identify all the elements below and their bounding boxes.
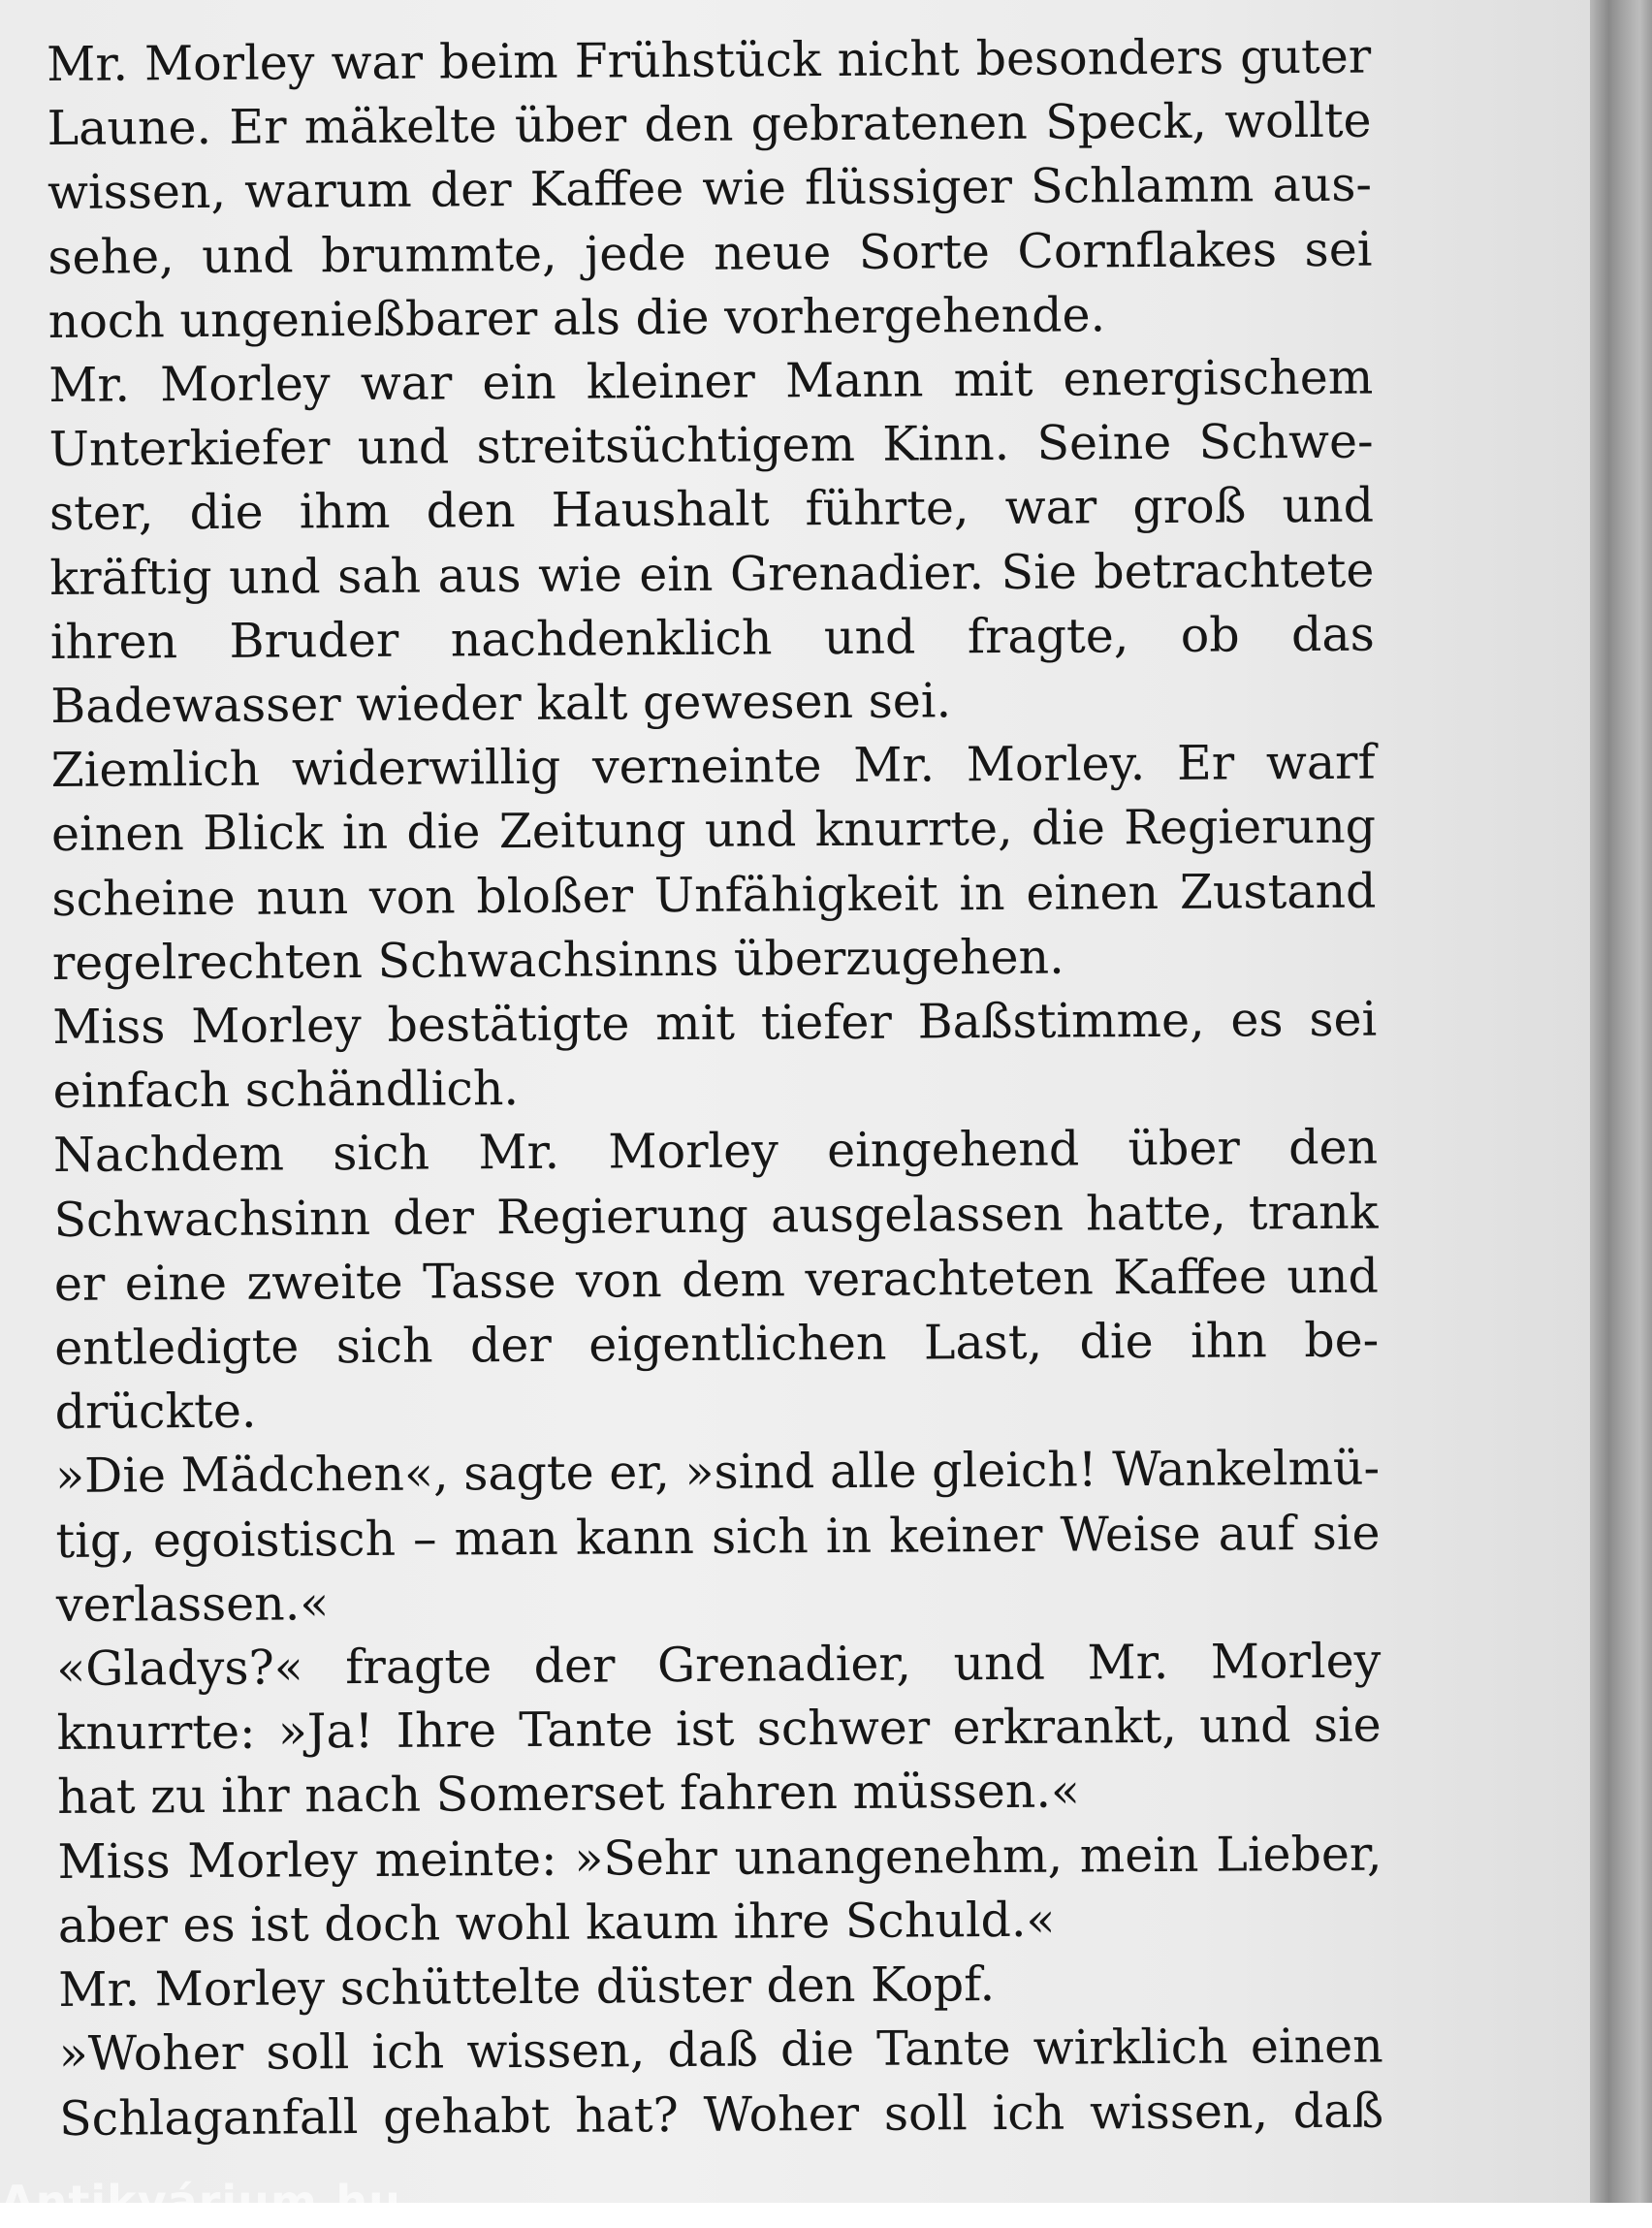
paragraph-4: Miss Morley bestätigte mit tiefer Baßstimme, es sei einfach schändlich. [52, 991, 1378, 1120]
paragraph-6: »Die Mädchen«, sagte er, »sind alle gleich! Wankelmütig, egoistisch – man kann sich in keiner Weise auf sie verlassen.« [54, 1441, 1381, 1633]
paragraph-9: Mr. Morley schüttelte düster den Kopf. [58, 1957, 996, 2019]
page-edge-shadow [1590, 0, 1652, 2203]
paragraph-7: «Gladys?« fragte der Grenadier, und Mr. Morley knurrte: »Ja! Ihre Tante ist schwer erkrankt, und sie hat zu ihr nach Somerset fahren müssen.« [56, 1633, 1382, 1826]
body-text [47, 25, 1383, 2151]
paragraph-2: Mr. Morley war ein kleiner Mann mit energischem Unterkiefer und streitsüchtigem Kinn. Seine Schwester, die ihm den Haushalt führte, war groß und kräftig und sah aus wie ein Grenadier. Sie betrachtete ihren Bruder nachdenklich und fragte, ob das Badewasser wieder kalt gewesen sei. [48, 349, 1375, 735]
paragraph-10: »Woher soll ich wissen, daß die Tante wirklich einen Schlaganfall gehabt hat? Woher soll ich wissen, daß [58, 2018, 1384, 2147]
paragraph-1: Mr. Morley war beim Frühstück nicht besonders guter Laune. Er mäkelte über den gebratenen Speck, wollte wissen, warum der Kaffee wie flüssiger Schlamm aussehe, und brummte, jede neue Sorte Cornflakes sei noch ungenießbarer als die vorhergehende. [47, 28, 1373, 349]
paragraph-5: Nachdem sich Mr. Morley eingehend über den Schwachsinn der Regierung ausgelassen hatte, trank er eine zweite Tasse von dem verachteten Kaffee und entledigte sich der eigentlichen Last, die ihn bedrückte. [52, 1120, 1380, 1441]
watermark: Antikvárium.hu [0, 2176, 401, 2228]
paragraph-8: Miss Morley meinte: »Sehr unangenehm, mein Lieber, aber es ist doch wohl kaum ihre Schuld.« [57, 1826, 1382, 1954]
paragraph-3: Ziemlich widerwillig verneinte Mr. Morley. Er warf einen Blick in die Zeitung und knurrte, die Regierung scheine nun von bloßer Unfähigkeit in einen Zustand regelrechten Schwachsinns überzugehen. [50, 734, 1377, 991]
